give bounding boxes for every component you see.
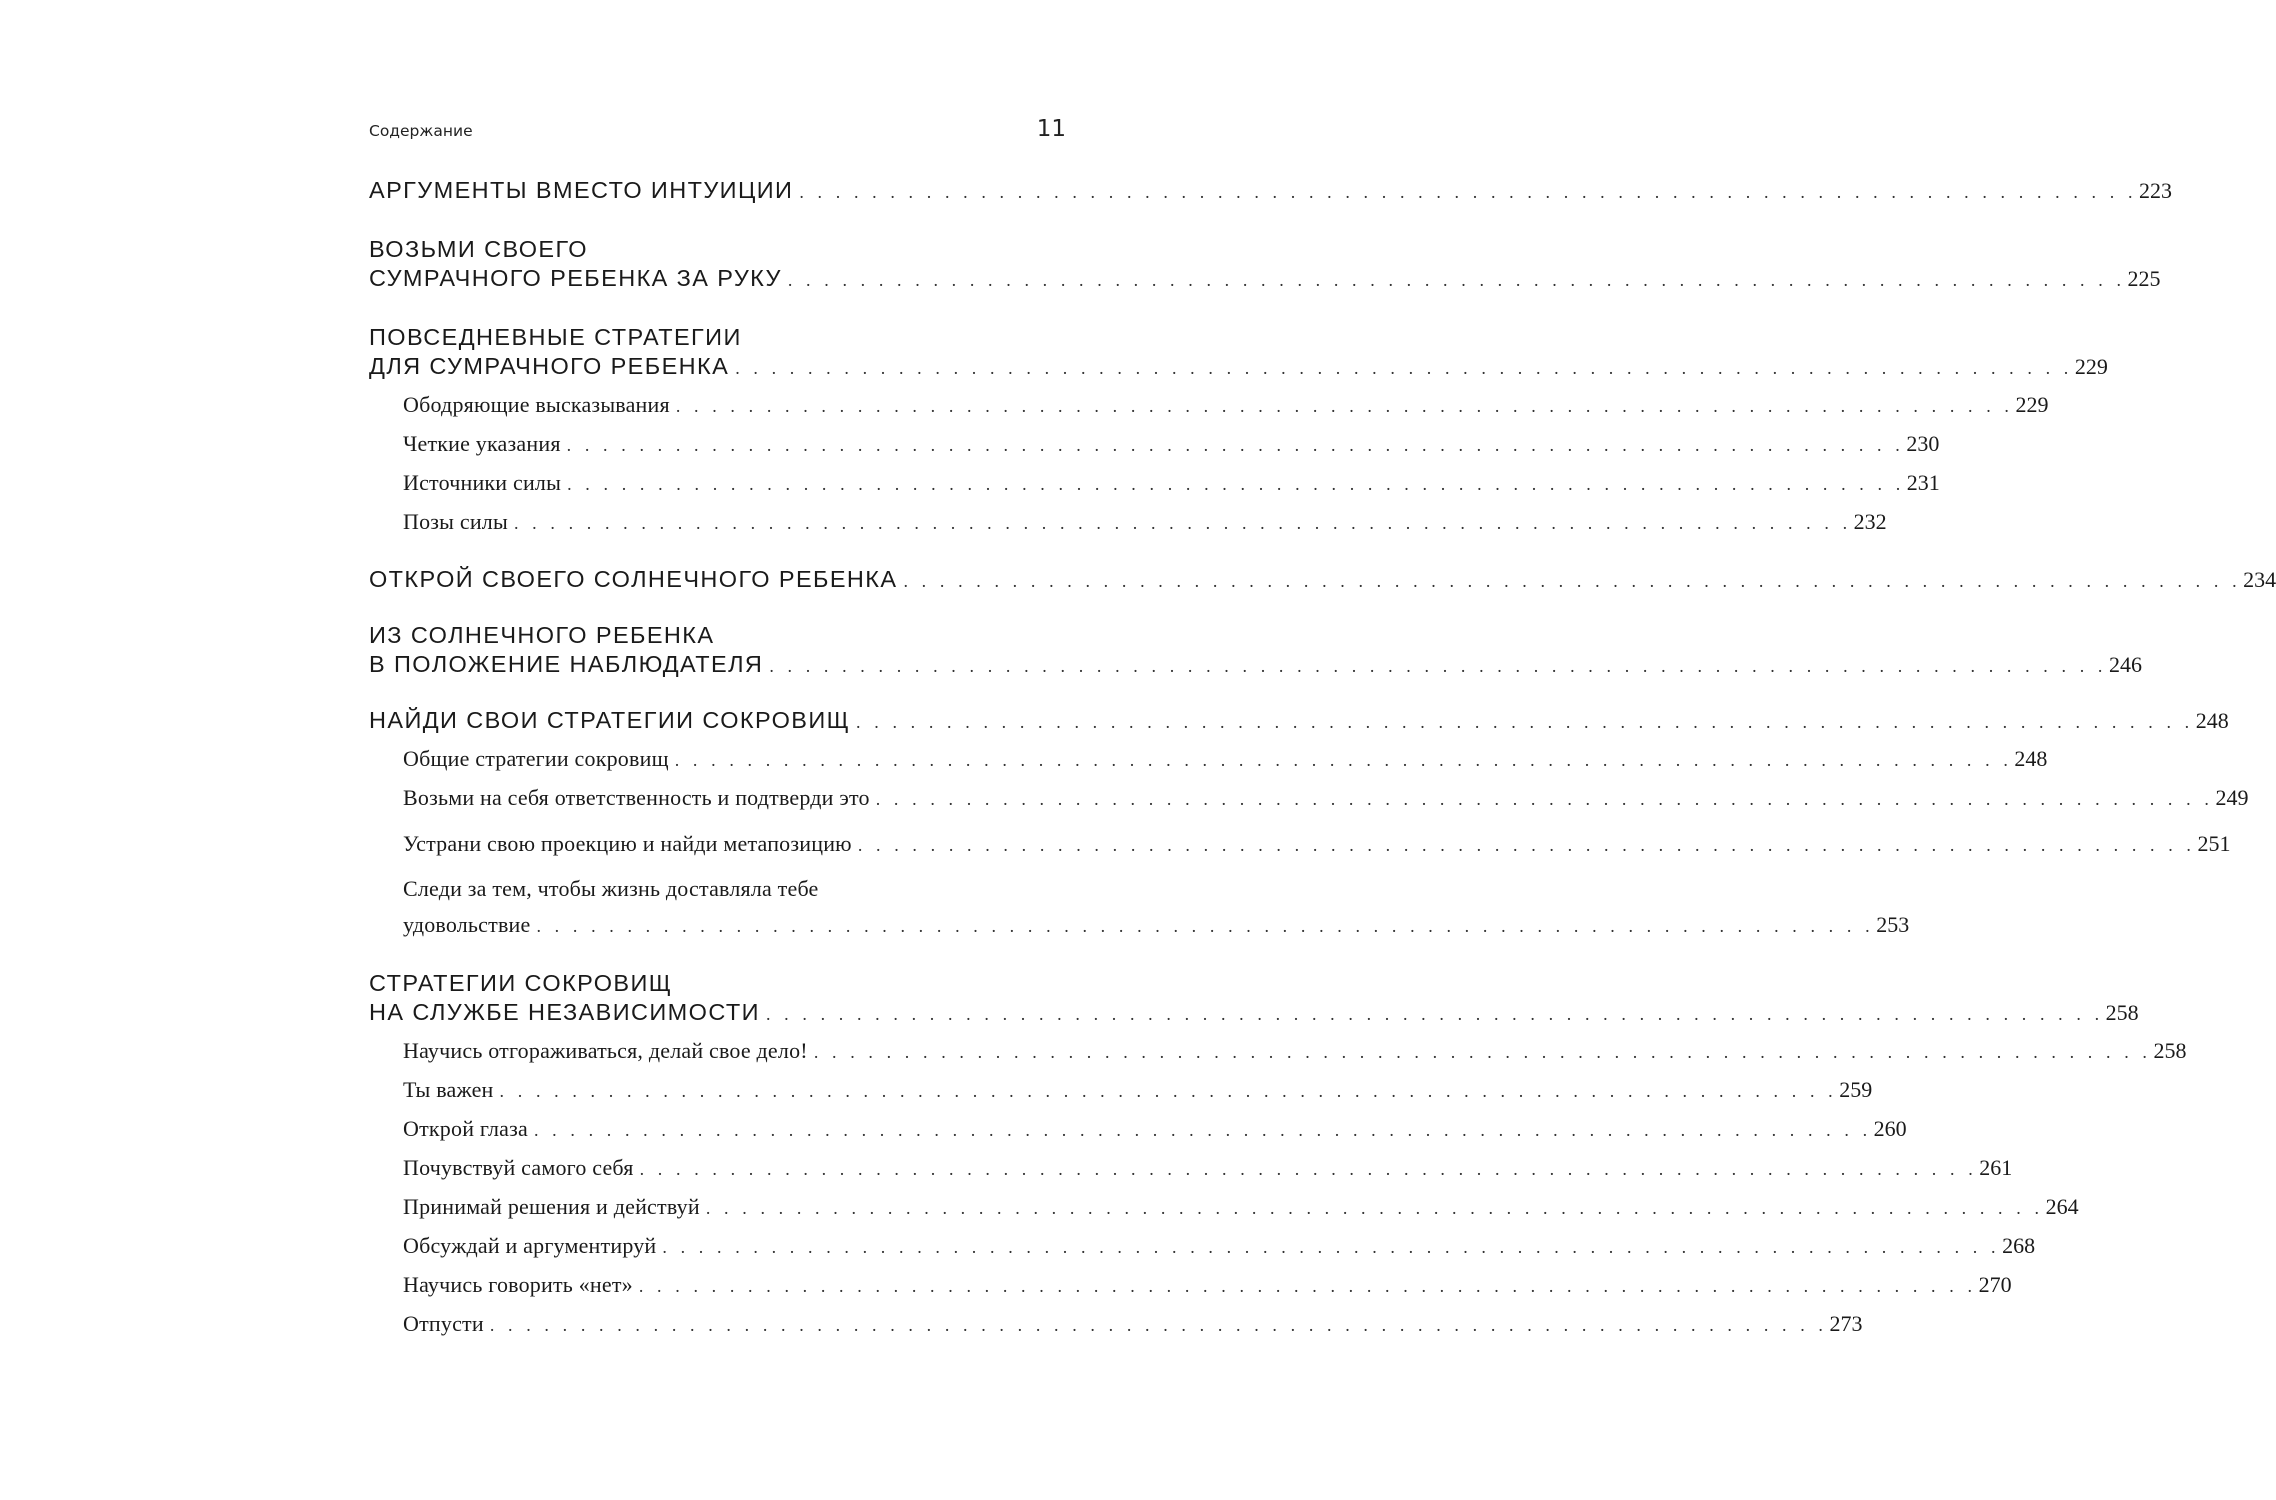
toc-subentry — [403, 1272, 2012, 1298]
toc-subentry-title: Научись отгораживаться, делай свое дело! — [403, 1038, 808, 1063]
toc-subentry-title: Устрани свою проекцию и найди метапозицию — [403, 831, 852, 856]
toc-page-number: 230 — [1906, 431, 1940, 456]
dot-leader: . . . . . . . . . . . . . . . . . . . . . . . . . . . . . . . . . . . . . . . . . . . . . . . . . . . . . . . . . . . . . . . . . . . . . . . . . . — [787, 270, 2126, 290]
toc-subentry — [403, 509, 1887, 535]
dot-leader: . . . . . . . . . . . . . . . . . . . . . . . . . . . . . . . . . . . . . . . . . . . . . . . . . . . . . . . . . . . . . . . . . . . . . . . . . . — [639, 1159, 1978, 1179]
page-number: 11 — [1036, 116, 1066, 142]
toc-subentry — [403, 1311, 1863, 1337]
dot-leader: . . . . . . . . . . . . . . . . . . . . . . . . . . . . . . . . . . . . . . . . . . . . . . . . . . . . . . . . . . . . . . . . . . . . . . . . . . — [638, 1276, 1977, 1296]
dot-leader: . . . . . . . . . . . . . . . . . . . . . . . . . . . . . . . . . . . . . . . . . . . . . . . . . . . . . . . . . . . . . . . . . . . . . . . . . . — [769, 656, 2108, 676]
toc-entry — [369, 707, 2229, 734]
toc-entry-title: В ПОЛОЖЕНИЕ НАБЛЮДАТЕЛЯ — [369, 651, 764, 677]
dot-leader: . . . . . . . . . . . . . . . . . . . . . . . . . . . . . . . . . . . . . . . . . . . . . . . . . . . . . . . . . . . . . . . . . . . . . . . . . . — [536, 916, 1875, 936]
dot-leader: . . . . . . . . . . . . . . . . . . . . . . . . . . . . . . . . . . . . . . . . . . . . . . . . . . . . . . . . . . . . . . . . . . . . . . . . . . — [856, 712, 2194, 732]
toc-subentry-title: Научись говорить «нет» — [403, 1272, 633, 1297]
running-head-title: Содержание — [369, 122, 473, 140]
toc-entry-title: НАЙДИ СВОИ СТРАТЕГИИ СОКРОВИЩ — [369, 707, 851, 733]
toc-page-number: 253 — [1876, 912, 1910, 937]
toc-page-number: 260 — [1873, 1116, 1907, 1141]
toc-entry-title: ДЛЯ СУМРАЧНОГО РЕБЕНКА — [369, 353, 730, 379]
toc-subentry — [403, 1077, 1873, 1103]
toc-subentry-title-line: Следи за тем, чтобы жизнь доставляла тебе — [403, 876, 819, 901]
toc-entry — [369, 265, 2161, 292]
toc-subentry-title: Четкие указания — [403, 431, 561, 456]
toc-page-number: 232 — [1853, 509, 1887, 534]
dot-leader: . . . . . . . . . . . . . . . . . . . . . . . . . . . . . . . . . . . . . . . . . . . . . . . . . . . . . . . . . . . . . . . . . . . . . . . . . . — [799, 182, 2138, 202]
dot-leader: . . . . . . . . . . . . . . . . . . . . . . . . . . . . . . . . . . . . . . . . . . . . . . . . . . . . . . . . . . . . . . . . . . . . . . . . . . — [533, 1120, 1872, 1140]
toc-entry-title-line: ИЗ СОЛНЕЧНОГО РЕБЕНКА — [369, 622, 715, 648]
toc-subentry-title: Почувствуй самого себя — [403, 1155, 634, 1180]
toc-subentry — [403, 1155, 2013, 1181]
dot-leader: . . . . . . . . . . . . . . . . . . . . . . . . . . . . . . . . . . . . . . . . . . . . . . . . . . . . . . . . . . . . . . . . . . . . . . . . . . — [674, 750, 2013, 770]
toc-subentry-title: Источники силы — [403, 470, 562, 495]
toc-page-number: 251 — [2197, 831, 2231, 856]
toc-entry-title: СУМРАЧНОГО РЕБЕНКА ЗА РУКУ — [369, 265, 782, 291]
toc-subentry — [403, 1116, 1907, 1142]
toc-subentry — [403, 1194, 2079, 1220]
dot-leader: . . . . . . . . . . . . . . . . . . . . . . . . . . . . . . . . . . . . . . . . . . . . . . . . . . . . . . . . . . . . . . . . . . . . . . . . . . — [857, 835, 2196, 855]
toc-page-number: 273 — [1829, 1311, 1863, 1336]
running-head — [369, 112, 1066, 144]
toc-subentry — [403, 1233, 2036, 1259]
toc-entry — [369, 651, 2143, 678]
toc-entry — [369, 566, 2276, 593]
toc-entry — [369, 177, 2173, 204]
toc-page-number: 259 — [1839, 1077, 1873, 1102]
toc-page-number: 261 — [1979, 1155, 2013, 1180]
toc-page-number: 258 — [2105, 1000, 2139, 1025]
dot-leader: . . . . . . . . . . . . . . . . . . . . . . . . . . . . . . . . . . . . . . . . . . . . . . . . . . . . . . . . . . . . . . . . . . . . . . . . . . — [513, 513, 1852, 533]
dot-leader: . . . . . . . . . . . . . . . . . . . . . . . . . . . . . . . . . . . . . . . . . . . . . . . . . . . . . . . . . . . . . . . . . . . . . . . . . . — [675, 396, 2014, 416]
toc-page-number: 264 — [2045, 1194, 2079, 1219]
toc-subentry-title: Отпусти — [403, 1311, 484, 1336]
toc-subentry-title: Возьми на себя ответственность и подтверди это — [403, 785, 870, 810]
toc-subentry-title: Позы силы — [403, 509, 508, 534]
toc-page-number: 246 — [2109, 652, 2143, 677]
toc-page-number: 248 — [2195, 708, 2229, 733]
toc-subentry — [403, 470, 1940, 496]
dot-leader: . . . . . . . . . . . . . . . . . . . . . . . . . . . . . . . . . . . . . . . . . . . . . . . . . . . . . . . . . . . . . . . . . . . . . . . . . . — [567, 474, 1905, 494]
toc-entry-title: ОТКРОЙ СВОЕГО СОЛНЕЧНОГО РЕБЕНКА — [369, 566, 898, 592]
toc-subentry-title: Принимай решения и действуй — [403, 1194, 700, 1219]
toc-subentry-title: Общие стратегии сокровищ — [403, 746, 669, 771]
toc-subentry-title: Ты важен — [403, 1077, 494, 1102]
dot-leader: . . . . . . . . . . . . . . . . . . . . . . . . . . . . . . . . . . . . . . . . . . . . . . . . . . . . . . . . . . . . . . . . . . . . . . . . . . — [489, 1315, 1828, 1335]
toc-page-number: 229 — [2074, 354, 2108, 379]
toc-entry-title-line: ВОЗЬМИ СВОЕГО — [369, 236, 588, 262]
toc-page-number: 225 — [2127, 266, 2161, 291]
toc-page-number: 268 — [2002, 1233, 2036, 1258]
toc-page-number: 223 — [2139, 178, 2173, 203]
toc-page-number: 229 — [2015, 392, 2049, 417]
toc-page-number: 249 — [2215, 785, 2249, 810]
toc-subentry — [403, 831, 2231, 857]
toc-entry-title-line: ПОВСЕДНЕВНЫЕ СТРАТЕГИИ — [369, 324, 742, 350]
toc-entry-title: АРГУМЕНТЫ ВМЕСТО ИНТУИЦИИ — [369, 177, 794, 203]
toc-page-number: 248 — [2014, 746, 2048, 771]
dot-leader: . . . . . . . . . . . . . . . . . . . . . . . . . . . . . . . . . . . . . . . . . . . . . . . . . . . . . . . . . . . . . . . . . . . . . . . . . . — [705, 1198, 2044, 1218]
dot-leader: . . . . . . . . . . . . . . . . . . . . . . . . . . . . . . . . . . . . . . . . . . . . . . . . . . . . . . . . . . . . . . . . . . . . . . . . . . — [875, 789, 2214, 809]
toc-subentry — [403, 912, 1910, 938]
toc-subentry-title: удовольствие — [403, 912, 531, 937]
dot-leader: . . . . . . . . . . . . . . . . . . . . . . . . . . . . . . . . . . . . . . . . . . . . . . . . . . . . . . . . . . . . . . . . . . . . . . . . . . — [566, 435, 1905, 455]
toc-subentry-title: Ободряющие высказывания — [403, 392, 670, 417]
toc-entry — [369, 353, 2108, 380]
toc-entry-title-line: СТРАТЕГИИ СОКРОВИЩ — [369, 970, 673, 996]
toc-page-number: 258 — [2153, 1038, 2187, 1063]
toc-subentry — [403, 1038, 2187, 1064]
dot-leader: . . . . . . . . . . . . . . . . . . . . . . . . . . . . . . . . . . . . . . . . . . . . . . . . . . . . . . . . . . . . . . . . . . . . . . . . . . — [499, 1081, 1838, 1101]
toc-entry — [369, 999, 2139, 1026]
toc-subentry — [403, 431, 1940, 457]
toc-entry-title: НА СЛУЖБЕ НЕЗАВИСИМОСТИ — [369, 999, 760, 1025]
toc-subentry — [403, 392, 2049, 418]
dot-leader: . . . . . . . . . . . . . . . . . . . . . . . . . . . . . . . . . . . . . . . . . . . . . . . . . . . . . . . . . . . . . . . . . . . . . . . . . . — [813, 1042, 2152, 1062]
dot-leader: . . . . . . . . . . . . . . . . . . . . . . . . . . . . . . . . . . . . . . . . . . . . . . . . . . . . . . . . . . . . . . . . . . . . . . . . . . — [903, 571, 2242, 591]
toc-page-number: 231 — [1906, 470, 1940, 495]
toc-subentry-title: Обсуждай и аргументируй — [403, 1233, 657, 1258]
toc-page-number: 234 — [2243, 567, 2276, 592]
toc-page-number: 270 — [1978, 1272, 2012, 1297]
dot-leader: . . . . . . . . . . . . . . . . . . . . . . . . . . . . . . . . . . . . . . . . . . . . . . . . . . . . . . . . . . . . . . . . . . . . . . . . . . — [765, 1004, 2104, 1024]
dot-leader: . . . . . . . . . . . . . . . . . . . . . . . . . . . . . . . . . . . . . . . . . . . . . . . . . . . . . . . . . . . . . . . . . . . . . . . . . . — [735, 358, 2073, 378]
toc-subentry-title: Открой глаза — [403, 1116, 528, 1141]
dot-leader: . . . . . . . . . . . . . . . . . . . . . . . . . . . . . . . . . . . . . . . . . . . . . . . . . . . . . . . . . . . . . . . . . . . . . . . . . . — [662, 1237, 2001, 1257]
toc-subentry — [403, 746, 2048, 772]
toc-subentry — [403, 785, 2249, 811]
